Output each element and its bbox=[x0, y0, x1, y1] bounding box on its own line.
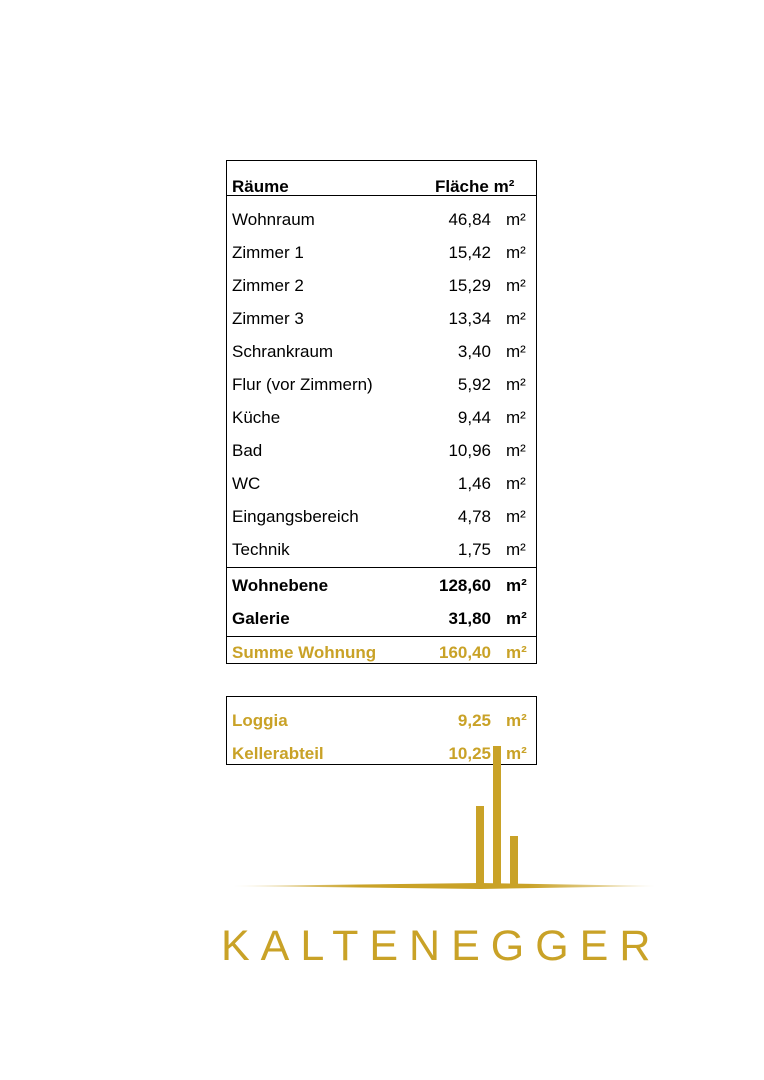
room-row-unit: m² bbox=[506, 540, 526, 559]
subtotal-row-name: Wohnebene bbox=[232, 576, 329, 595]
room-row-unit: m² bbox=[506, 375, 526, 394]
room-row-name: Eingangsbereich bbox=[232, 507, 359, 526]
room-row-name: Schrankraum bbox=[232, 342, 334, 361]
subtotal-rows bbox=[227, 570, 536, 636]
extra-row-area: 9,25 bbox=[457, 711, 491, 730]
room-row bbox=[227, 534, 536, 567]
header-rooms: Räume bbox=[232, 177, 289, 196]
horizon-line bbox=[233, 883, 655, 889]
room-row bbox=[227, 336, 536, 369]
room-row bbox=[227, 402, 536, 435]
room-row-unit: m² bbox=[506, 408, 526, 427]
room-row-unit: m² bbox=[506, 474, 526, 493]
room-row-area: 15,42 bbox=[448, 243, 491, 262]
room-row-unit: m² bbox=[506, 243, 526, 262]
brand-wordmark: KALTENEGGER bbox=[221, 922, 662, 970]
extra-row-area: 10,25 bbox=[448, 744, 491, 763]
room-row bbox=[227, 303, 536, 336]
room-row bbox=[227, 501, 536, 534]
room-row-unit: m² bbox=[506, 309, 526, 328]
extra-row-unit: m² bbox=[506, 744, 527, 763]
room-row bbox=[227, 237, 536, 270]
room-row-name: Flur (vor Zimmern) bbox=[232, 375, 373, 394]
room-row-area: 46,84 bbox=[448, 210, 491, 229]
room-row-area: 10,96 bbox=[448, 441, 491, 460]
room-row-area: 3,40 bbox=[457, 342, 491, 361]
total-area: 160,40 bbox=[439, 643, 491, 662]
subtotal-row-area: 31,80 bbox=[448, 609, 491, 628]
room-row-unit: m² bbox=[506, 210, 526, 229]
room-row-area: 5,92 bbox=[457, 375, 491, 394]
subtotal-row bbox=[227, 570, 536, 603]
room-row-area: 15,29 bbox=[448, 276, 491, 295]
room-row bbox=[227, 369, 536, 402]
room-row-name: Küche bbox=[232, 408, 281, 427]
tower-left bbox=[476, 806, 484, 887]
room-row-name: WC bbox=[232, 474, 261, 493]
room-row-name: Zimmer 3 bbox=[232, 309, 304, 328]
extra-row-unit: m² bbox=[506, 711, 527, 730]
extra-row-name: Loggia bbox=[232, 711, 288, 730]
room-row-name: Zimmer 1 bbox=[232, 243, 304, 262]
subtotal-row bbox=[227, 603, 536, 636]
total-unit: m² bbox=[506, 643, 527, 662]
room-row-name: Wohnraum bbox=[232, 210, 315, 229]
room-row-area: 4,78 bbox=[457, 507, 491, 526]
total-row bbox=[227, 637, 536, 670]
subtotal-row-unit: m² bbox=[506, 609, 527, 628]
room-row-unit: m² bbox=[506, 441, 526, 460]
room-row-area: 9,44 bbox=[457, 408, 491, 427]
header-area: Fläche m² bbox=[435, 177, 515, 196]
room-row-unit: m² bbox=[506, 507, 526, 526]
room-row bbox=[227, 435, 536, 468]
room-row-unit: m² bbox=[506, 276, 526, 295]
subtotal-row-area: 128,60 bbox=[439, 576, 491, 595]
room-row-area: 13,34 bbox=[448, 309, 491, 328]
room-row bbox=[227, 204, 536, 237]
room-row-name: Zimmer 2 bbox=[232, 276, 304, 295]
extra-row bbox=[227, 705, 536, 738]
subtotal-row-unit: m² bbox=[506, 576, 527, 595]
room-rows bbox=[227, 204, 536, 567]
room-row-unit: m² bbox=[506, 342, 526, 361]
tower-center bbox=[493, 746, 501, 887]
room-row bbox=[227, 270, 536, 303]
room-row-area: 1,46 bbox=[457, 474, 491, 493]
room-row-area: 1,75 bbox=[457, 540, 491, 559]
room-area-table bbox=[226, 160, 537, 664]
table-header bbox=[227, 161, 536, 196]
room-row-name: Technik bbox=[232, 540, 290, 559]
total-name: Summe Wohnung bbox=[232, 643, 377, 662]
tower-right bbox=[510, 836, 518, 887]
extra-row-name: Kellerabteil bbox=[232, 744, 324, 763]
room-row-name: Bad bbox=[232, 441, 263, 460]
total-section bbox=[227, 636, 536, 670]
subtotal-row-name: Galerie bbox=[232, 609, 290, 628]
subtotal-section bbox=[227, 567, 536, 636]
room-row bbox=[227, 468, 536, 501]
